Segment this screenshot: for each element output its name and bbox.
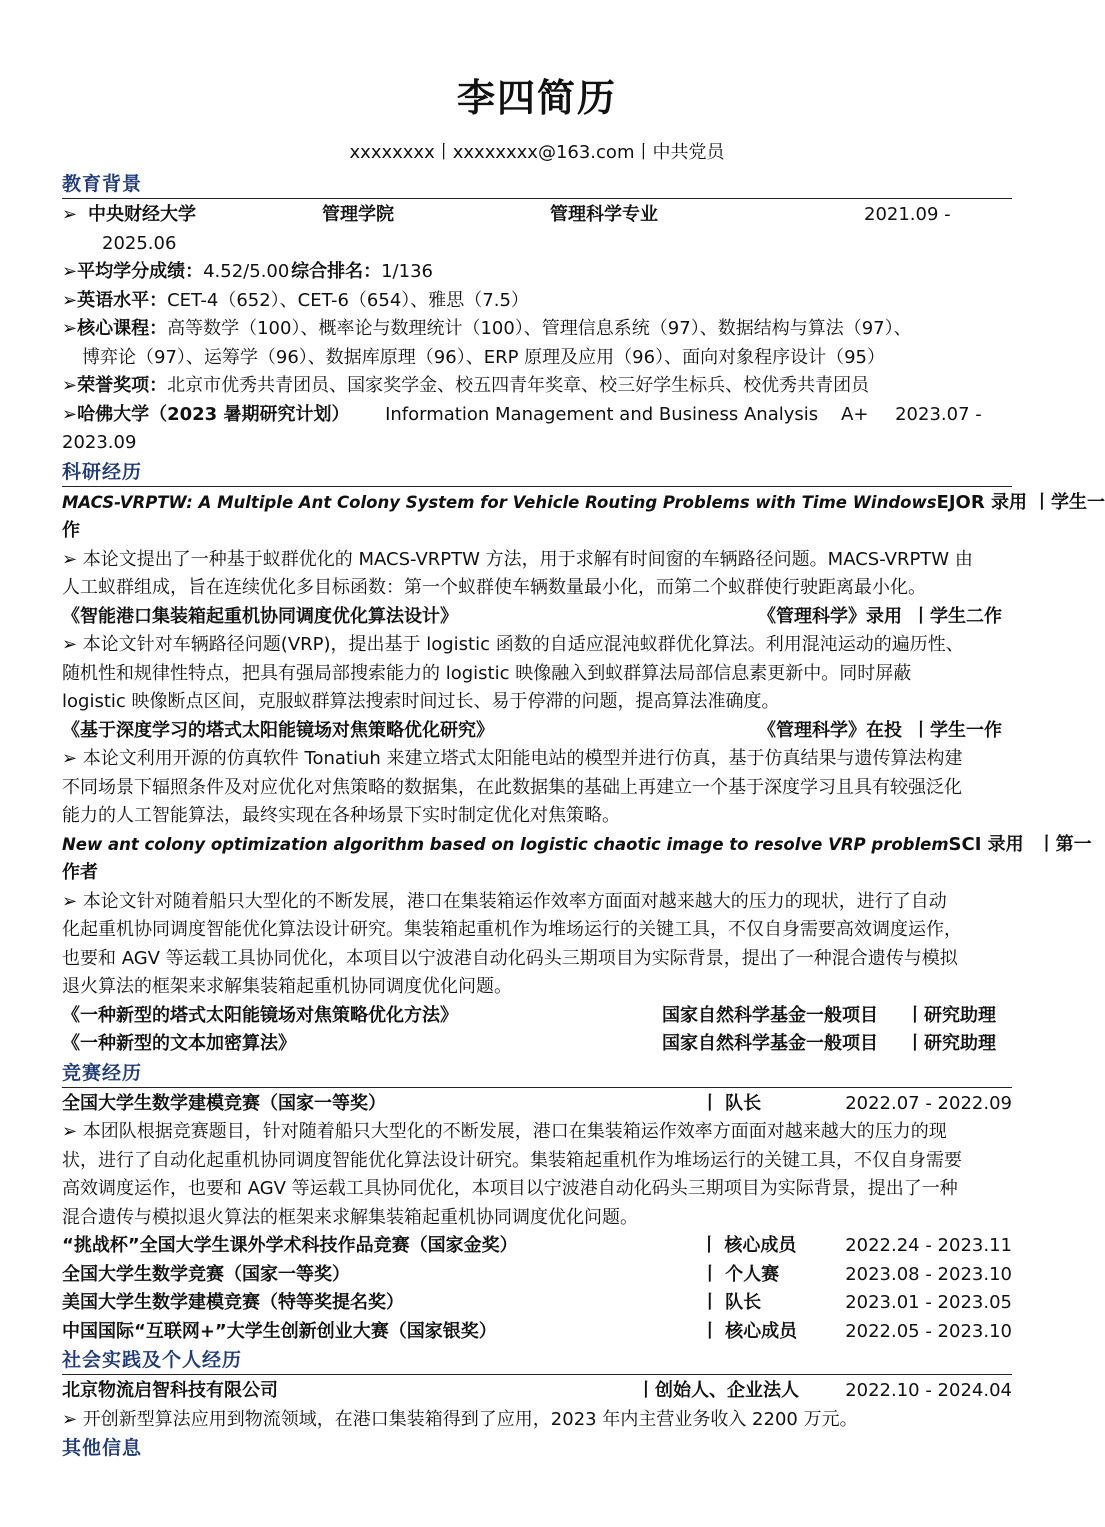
research-item-4-desc3: 也要和 AGV 等运载工具协同优化，本项目以宁波港自动化码头三期项目为实际背景，提出了一种混合遗传与模拟 — [62, 947, 958, 969]
section-education-title: 教育背景 — [62, 170, 1012, 199]
practice-desc: ➢ 开创新型算法应用到物流领域，在港口集装箱得到了应用，2023 年内主营业务收入 2200 万元。 — [62, 1408, 858, 1430]
section-practice-title: 社会实践及个人经历 — [62, 1346, 1012, 1375]
research-item-2-header — [62, 603, 1012, 632]
project-row — [62, 1002, 1012, 1031]
competition-row — [62, 1289, 1012, 1318]
competition-5-name: 中国国际“互联网+”大学生创新创业大赛（国家银奖） — [62, 1320, 497, 1342]
project-2-title: 《一种新型的文本加密算法》 — [62, 1033, 296, 1054]
research-item-3-desc1: ➢ 本论文利用开源的仿真软件 Tonatiuh 来建立塔式太阳能电站的模型并进行仿真，基于仿真结果与遗传算法构建 — [62, 748, 963, 769]
research-item-3-header — [62, 717, 1012, 746]
competition-1-date: 2022.07 - 2022.09 — [845, 1092, 1012, 1114]
school-name: 中央财经大学 — [88, 204, 196, 225]
bullet-arrow-icon: ➢ — [62, 375, 78, 396]
project-2-fund: 国家自然科学基金一般项目 — [662, 1033, 878, 1054]
research-item-2-desc2: 随机性和规律性特点，把具有强局部搜索能力的 logistic 映像融入到蚁群算法局部信息素更新中。同时屏蔽 — [62, 662, 912, 684]
project-2-role: 丨研究助理 — [906, 1033, 996, 1054]
english-row — [62, 287, 1012, 316]
honors-row — [62, 372, 1012, 401]
research-item-3-desc2: 不同场景下辐照条件及对应优化对焦策略的数据集，在此数据集的基础上再建立一个基于深度学习且具有较强泛化 — [62, 776, 962, 798]
research-item-3-role: 丨学生一作 — [912, 719, 1002, 741]
courses-label: 核心课程： — [77, 318, 168, 339]
competition-2-role: 丨 核心成员 — [700, 1235, 797, 1256]
practice-row — [62, 1377, 1012, 1406]
project-row — [62, 1030, 1012, 1059]
research-item-3-status: 《管理科学》在投 — [758, 719, 902, 741]
education-date-end: 2025.06 — [102, 232, 177, 254]
courses-line2: 博弈论（97）、运筹学（96）、数据库原理（96）、ERP 原理及应用（96）、面向对象程序设计（95） — [82, 346, 885, 368]
competition-row — [62, 1261, 1012, 1290]
project-1-title: 《一种新型的塔式太阳能镜场对焦策略优化方法》 — [62, 1004, 458, 1026]
resume-page — [62, 70, 1105, 1464]
bullet-arrow-icon: ➢ — [62, 261, 78, 282]
harvard-grade: A+ — [841, 403, 869, 425]
research-item-4-desc4: 退火算法的框架来求解集装箱起重机协同调度优化问题。 — [62, 976, 512, 997]
english-label: 英语水平： — [77, 289, 168, 311]
research-item-3-title: 《基于深度学习的塔式太阳能镜场对焦策略优化研究》 — [62, 719, 494, 741]
rank-value: 1/136 — [381, 261, 433, 282]
gpa-label: 平均学分成绩： — [77, 261, 204, 282]
research-item-1-status: EJOR 录用 — [936, 491, 1027, 513]
courses-row — [62, 315, 1012, 344]
competition-row — [62, 1232, 1012, 1261]
harvard-course: Information Management and Business Analysis — [385, 403, 819, 425]
bullet-arrow-icon: ➢ — [62, 318, 78, 339]
research-item-2-status: 《管理科学》录用 — [758, 605, 902, 627]
major-name: 管理科学专业 — [550, 204, 658, 225]
competition-4-role: 丨 队长 — [700, 1292, 762, 1313]
competition-3-role: 丨 个人赛 — [700, 1263, 780, 1285]
harvard-row — [62, 401, 1012, 430]
competition-row — [62, 1318, 1012, 1347]
competition-row — [62, 1090, 1012, 1119]
education-school-row — [62, 201, 1012, 230]
competition-1-name: 全国大学生数学建模竞赛（国家一等奖） — [62, 1092, 386, 1114]
competition-3-name: 全国大学生数学竞赛（国家一等奖） — [62, 1263, 350, 1285]
research-item-4-role-cont: 作者 — [62, 862, 98, 883]
project-1-role: 丨研究助理 — [906, 1004, 996, 1026]
competition-3-date: 2023.08 - 2023.10 — [845, 1263, 1012, 1285]
gpa-row — [62, 258, 1012, 287]
research-item-2-desc1: ➢ 本论文针对车辆路径问题(VRP)，提出基于 logistic 函数的自适应混沌蚁群优化算法。利用混沌运动的遍历性、 — [62, 634, 964, 655]
honors-value: 北京市优秀共青团员、国家奖学金、校五四青年奖章、校三好学生标兵、校优秀共青团员 — [167, 375, 870, 396]
competition-5-date: 2022.05 - 2023.10 — [845, 1320, 1012, 1342]
competition-1-role: 丨 队长 — [700, 1092, 762, 1114]
competition-1-desc2: 状，进行了自动化起重机协同调度智能优化算法设计研究。集装箱起重机作为堆场运行的关键工具，不仅自身需要 — [62, 1149, 962, 1171]
research-item-4-role: 丨第一 — [1037, 833, 1092, 855]
research-item-3-desc3: 能力的人工智能算法，最终实现在各种场景下实时制定优化对焦策略。 — [62, 805, 620, 826]
competition-4-name: 美国大学生数学建模竞赛（特等奖提名奖） — [62, 1292, 404, 1313]
research-item-1-header — [62, 489, 1105, 518]
bullet-arrow-icon: ➢ — [62, 289, 78, 311]
research-item-2-title: 《智能港口集装箱起重机协同调度优化算法设计》 — [62, 605, 458, 627]
section-other-title: 其他信息 — [62, 1437, 143, 1459]
research-item-1-desc1: ➢ 本论文提出了一种基于蚁群优化的 MACS-VRPTW 方法，用于求解有时间窗的车辆路径问题。MACS-VRPTW 由 — [62, 548, 973, 570]
competition-1-desc1: ➢ 本团队根据竞赛题目，针对随着船只大型化的不断发展，港口在集装箱运作效率方面面对越来越大的压力的现 — [62, 1121, 947, 1142]
harvard-date-start: 2023.07 - — [895, 403, 982, 425]
research-item-4-title: New ant colony optimization algorithm based on logistic chaotic image to resolve VRP problem — [62, 834, 949, 854]
english-value: CET-4（652）、CET-6（654）、雅思（7.5） — [167, 289, 529, 311]
courses-line1: 高等数学（100）、概率论与数理统计（100）、管理信息系统（97）、数据结构与算法（97）、 — [167, 318, 912, 339]
research-item-1-role-cont: 作 — [62, 520, 80, 541]
resume-title: 李四简历 — [456, 76, 617, 120]
competition-2-name: “挑战杯”全国大学生课外学术科技作品竞赛（国家金奖） — [62, 1235, 518, 1256]
contact-line: xxxxxxxx丨xxxxxxxx@163.com丨中共党员 — [349, 142, 725, 163]
competition-1-desc3: 高效调度运作，也要和 AGV 等运载工具协同优化，本项目以宁波港自动化码头三期项目为实际背景，提出了一种 — [62, 1178, 958, 1199]
practice-role: 丨创始人、企业法人 — [637, 1380, 799, 1401]
research-item-2-desc3: logistic 映像断点区间，克服蚁群算法搜索时间过长、易于停滞的问题，提高算法准确度。 — [62, 691, 780, 712]
honors-label: 荣誉奖项： — [77, 375, 168, 396]
competition-4-date: 2023.01 - 2023.05 — [845, 1292, 1012, 1313]
education-date-start: 2021.09 - — [864, 204, 951, 225]
research-item-4-status: SCI 录用 — [948, 833, 1024, 855]
college-name: 管理学院 — [322, 204, 394, 225]
bullet-arrow-icon: ➢ — [62, 204, 78, 225]
research-item-1-role: 丨学生一 — [1032, 491, 1105, 513]
competition-2-date: 2022.24 - 2023.11 — [845, 1235, 1012, 1256]
research-item-2-role: 丨学生二作 — [912, 605, 1002, 627]
section-research-title: 科研经历 — [62, 458, 1012, 487]
competition-5-role: 丨 核心成员 — [700, 1320, 798, 1342]
gpa-value: 4.52/5.00 — [203, 261, 290, 282]
research-item-4-desc2: 化起重机协同调度智能优化算法设计研究。集装箱起重机作为堆场运行的关键工具，不仅自身需要高效调度运作， — [62, 919, 962, 940]
project-1-fund: 国家自然科学基金一般项目 — [662, 1004, 878, 1026]
harvard-date-end: 2023.09 — [62, 432, 137, 453]
rank-label: 综合排名： — [291, 261, 382, 282]
practice-date: 2022.10 - 2024.04 — [845, 1380, 1012, 1401]
research-item-4-desc1: ➢ 本论文针对随着船只大型化的不断发展，港口在集装箱运作效率方面面对越来越大的压力的现状，进行了自动 — [62, 890, 947, 912]
research-item-4-header — [62, 831, 1092, 860]
bullet-arrow-icon: ➢ — [62, 403, 78, 425]
section-competitions-title: 竞赛经历 — [62, 1059, 1012, 1088]
competition-1-desc4: 混合遗传与模拟退火算法的框架来求解集装箱起重机协同调度优化问题。 — [62, 1206, 638, 1228]
research-item-1-title: MACS-VRPTW: A Multiple Ant Colony System for Vehicle Routing Problems with Time Windows — [62, 492, 937, 512]
harvard-label: 哈佛大学（2023 暑期研究计划） — [77, 403, 350, 425]
research-item-1-desc2: 人工蚁群组成，旨在连续优化多目标函数：第一个蚁群使车辆数量最小化，而第二个蚁群使行驶距离最小化。 — [62, 577, 926, 598]
practice-company: 北京物流启智科技有限公司 — [62, 1380, 278, 1401]
